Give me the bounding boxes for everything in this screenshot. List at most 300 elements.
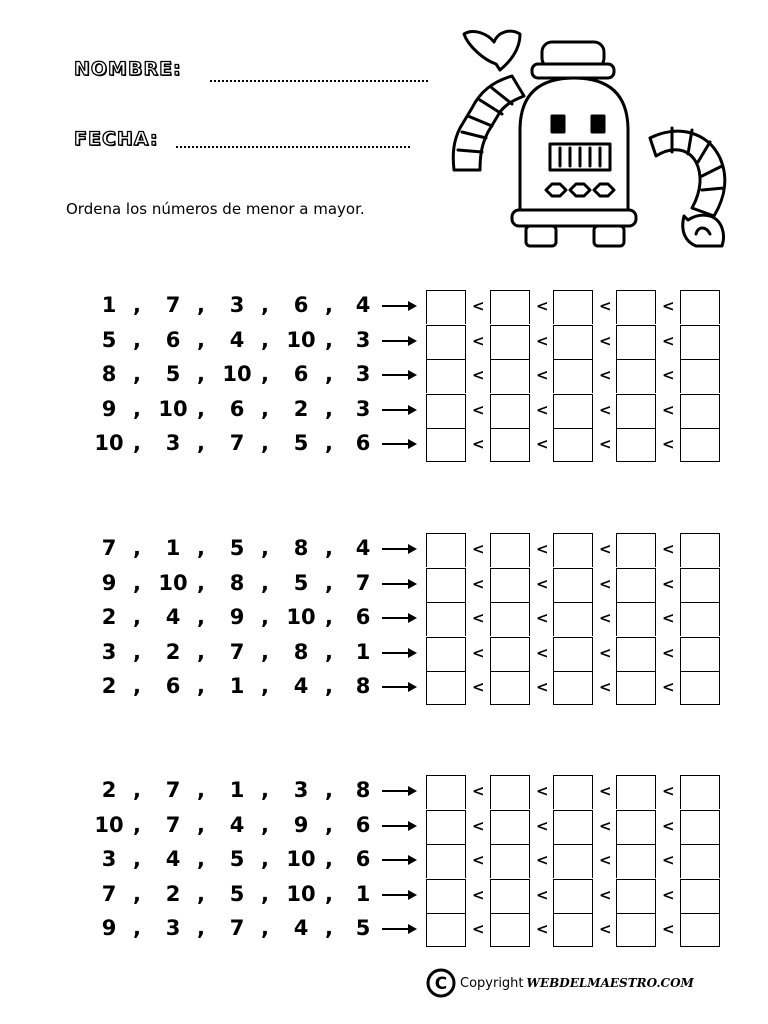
separator-comma: , [133, 396, 141, 421]
answer-box[interactable] [426, 394, 466, 428]
given-number: 3 [355, 327, 371, 352]
less-than-symbol: < [536, 816, 549, 835]
separator-comma: , [133, 812, 141, 837]
separator-comma: , [261, 847, 269, 871]
given-number: 4 [293, 916, 309, 940]
arrow-right-icon [382, 437, 418, 451]
less-than-symbol: < [662, 885, 675, 904]
less-than-symbol: < [536, 609, 549, 627]
given-number: 5 [355, 916, 371, 940]
exercise-row [92, 913, 732, 947]
answer-box[interactable] [490, 602, 530, 636]
separator-comma: , [261, 916, 269, 940]
answer-box[interactable] [616, 325, 656, 359]
separator-comma: , [197, 431, 205, 455]
given-number: 9 [101, 570, 117, 595]
less-than-symbol: < [472, 885, 485, 904]
less-than-symbol: < [472, 366, 485, 384]
name-label: NOMBRE: [74, 58, 182, 80]
answer-box[interactable] [616, 844, 656, 878]
arrow-right-icon [382, 403, 418, 417]
separator-comma: , [325, 327, 333, 352]
given-number: 3 [165, 916, 181, 940]
separator-comma: , [133, 570, 141, 595]
given-number: 1 [229, 778, 245, 802]
separator-comma: , [197, 362, 205, 386]
less-than-symbol: < [662, 851, 675, 869]
less-than-symbol: < [536, 540, 549, 558]
less-than-symbol: < [472, 609, 485, 627]
answer-box[interactable] [490, 325, 530, 359]
separator-comma: , [261, 362, 269, 386]
separator-comma: , [197, 570, 205, 595]
arrow-right-icon [382, 611, 418, 625]
answer-box[interactable] [553, 533, 593, 567]
answer-box[interactable] [616, 394, 656, 428]
less-than-symbol: < [662, 816, 675, 835]
given-number: 8 [355, 674, 371, 698]
answer-box[interactable] [616, 637, 656, 671]
arrow-right-icon [382, 853, 418, 867]
less-than-symbol: < [472, 816, 485, 835]
answer-box[interactable] [490, 637, 530, 671]
arrow-right-icon [382, 542, 418, 556]
exercise-row [92, 775, 732, 809]
given-number: 8 [293, 639, 309, 664]
separator-comma: , [197, 293, 205, 317]
less-than-symbol: < [599, 920, 612, 938]
answer-box[interactable] [426, 775, 466, 809]
answer-box[interactable] [680, 879, 720, 913]
answer-box[interactable] [490, 290, 530, 324]
less-than-symbol: < [536, 920, 549, 938]
separator-comma: , [325, 536, 333, 560]
answer-box[interactable] [553, 637, 593, 671]
less-than-symbol: < [662, 643, 675, 662]
answer-box[interactable] [490, 844, 530, 878]
given-number: 8 [293, 536, 309, 560]
given-number: 4 [355, 293, 371, 317]
answer-box[interactable] [616, 568, 656, 602]
separator-comma: , [261, 605, 269, 629]
answer-box[interactable] [680, 325, 720, 359]
answer-box[interactable] [553, 775, 593, 809]
separator-comma: , [261, 327, 269, 352]
given-number: 10 [286, 605, 316, 629]
arrow-right-icon [382, 299, 418, 313]
answer-box[interactable] [616, 602, 656, 636]
separator-comma: , [133, 916, 141, 940]
answer-box[interactable] [553, 602, 593, 636]
exercise-row [92, 290, 732, 324]
given-number: 5 [229, 536, 245, 560]
given-number: 7 [101, 536, 117, 560]
separator-comma: , [261, 536, 269, 560]
answer-box[interactable] [426, 533, 466, 567]
separator-comma: , [261, 778, 269, 802]
separator-comma: , [261, 881, 269, 906]
less-than-symbol: < [536, 297, 549, 315]
given-number: 3 [355, 396, 371, 421]
separator-comma: , [197, 847, 205, 871]
answer-box[interactable] [616, 359, 656, 393]
exercise-row [92, 671, 732, 705]
less-than-symbol: < [662, 920, 675, 938]
separator-comma: , [261, 639, 269, 664]
separator-comma: , [133, 536, 141, 560]
separator-comma: , [197, 778, 205, 802]
answer-box[interactable] [490, 428, 530, 462]
separator-comma: , [325, 674, 333, 698]
separator-comma: , [261, 812, 269, 837]
exercise-row [92, 810, 732, 844]
answer-box[interactable] [553, 290, 593, 324]
less-than-symbol: < [599, 851, 612, 869]
answer-box[interactable] [490, 879, 530, 913]
exercise-row [92, 568, 732, 602]
date-field[interactable] [176, 146, 410, 148]
exercise-row [92, 637, 732, 671]
answer-box[interactable] [616, 775, 656, 809]
answer-box[interactable] [616, 810, 656, 844]
separator-comma: , [133, 778, 141, 802]
arrow-right-icon [382, 646, 418, 660]
answer-box[interactable] [616, 913, 656, 947]
answer-box[interactable] [616, 879, 656, 913]
arrow-right-icon [382, 922, 418, 936]
answer-box[interactable] [553, 810, 593, 844]
less-than-symbol: < [472, 643, 485, 662]
answer-box[interactable] [490, 568, 530, 602]
given-number: 1 [165, 536, 181, 560]
answer-box[interactable] [490, 810, 530, 844]
given-number: 5 [101, 327, 117, 352]
separator-comma: , [325, 293, 333, 317]
less-than-symbol: < [599, 400, 612, 419]
given-number: 7 [229, 431, 245, 455]
less-than-symbol: < [662, 540, 675, 558]
given-number: 2 [293, 396, 309, 421]
given-number: 1 [101, 293, 117, 317]
answer-box[interactable] [426, 359, 466, 393]
answer-box[interactable] [426, 844, 466, 878]
given-number: 2 [165, 881, 181, 906]
less-than-symbol: < [599, 366, 612, 384]
given-number: 6 [165, 674, 181, 698]
given-number: 7 [101, 881, 117, 906]
exercise-row [92, 602, 732, 636]
answer-box[interactable] [426, 325, 466, 359]
given-number: 5 [229, 847, 245, 871]
given-number: 5 [229, 881, 245, 906]
arrow-right-icon [382, 784, 418, 798]
given-number: 9 [229, 605, 245, 629]
given-number: 1 [229, 674, 245, 698]
answer-box[interactable] [553, 394, 593, 428]
separator-comma: , [325, 605, 333, 629]
exercise-row [92, 844, 732, 878]
given-number: 9 [293, 812, 309, 837]
exercise-row [92, 879, 732, 913]
given-number: 6 [355, 812, 371, 837]
less-than-symbol: < [536, 885, 549, 904]
separator-comma: , [325, 639, 333, 664]
answer-box[interactable] [553, 671, 593, 705]
answer-box[interactable] [490, 671, 530, 705]
less-than-symbol: < [599, 885, 612, 904]
given-number: 6 [355, 605, 371, 629]
answer-box[interactable] [553, 913, 593, 947]
arrow-right-icon [382, 888, 418, 902]
given-number: 10 [286, 327, 316, 352]
given-number: 6 [165, 327, 181, 352]
separator-comma: , [133, 674, 141, 698]
answer-box[interactable] [426, 637, 466, 671]
name-field[interactable] [210, 80, 428, 82]
separator-comma: , [133, 847, 141, 871]
less-than-symbol: < [536, 435, 549, 453]
answer-box[interactable] [553, 879, 593, 913]
less-than-symbol: < [472, 435, 485, 453]
separator-comma: , [325, 431, 333, 455]
less-than-symbol: < [536, 400, 549, 419]
separator-comma: , [197, 536, 205, 560]
separator-comma: , [197, 812, 205, 837]
exercise-row [92, 325, 732, 359]
less-than-symbol: < [472, 540, 485, 558]
less-than-symbol: < [472, 920, 485, 938]
answer-box[interactable] [680, 533, 720, 567]
answer-box[interactable] [680, 913, 720, 947]
answer-box[interactable] [616, 428, 656, 462]
separator-comma: , [197, 639, 205, 664]
copyright-site: WEBDELMAESTRO.COM [526, 976, 694, 990]
answer-box[interactable] [490, 913, 530, 947]
answer-box[interactable] [490, 394, 530, 428]
answer-box[interactable] [680, 671, 720, 705]
less-than-symbol: < [472, 678, 485, 696]
instruction-text: Ordena los números de menor a mayor. [66, 200, 365, 218]
given-number: 10 [286, 847, 316, 871]
answer-box[interactable] [680, 359, 720, 393]
given-number: 4 [293, 674, 309, 698]
less-than-symbol: < [536, 782, 549, 800]
less-than-symbol: < [662, 678, 675, 696]
given-number: 10 [222, 362, 252, 386]
given-number: 6 [293, 362, 309, 386]
given-number: 10 [94, 431, 124, 455]
less-than-symbol: < [599, 331, 612, 350]
answer-box[interactable] [426, 810, 466, 844]
answer-box[interactable] [426, 568, 466, 602]
given-number: 10 [286, 881, 316, 906]
separator-comma: , [197, 674, 205, 698]
arrow-right-icon [382, 819, 418, 833]
less-than-symbol: < [472, 400, 485, 419]
answer-box[interactable] [553, 325, 593, 359]
separator-comma: , [197, 916, 205, 940]
answer-box[interactable] [680, 602, 720, 636]
separator-comma: , [261, 570, 269, 595]
answer-box[interactable] [680, 775, 720, 809]
answer-box[interactable] [426, 290, 466, 324]
less-than-symbol: < [536, 366, 549, 384]
given-number: 2 [165, 639, 181, 664]
less-than-symbol: < [662, 782, 675, 800]
given-number: 5 [293, 431, 309, 455]
exercise-row [92, 394, 732, 428]
given-number: 3 [165, 431, 181, 455]
exercise-row [92, 428, 732, 462]
answer-box[interactable] [680, 428, 720, 462]
less-than-symbol: < [472, 851, 485, 869]
separator-comma: , [325, 881, 333, 906]
given-number: 6 [355, 847, 371, 871]
less-than-symbol: < [599, 678, 612, 696]
answer-box[interactable] [426, 879, 466, 913]
less-than-symbol: < [599, 540, 612, 558]
separator-comma: , [325, 847, 333, 871]
date-label: FECHA: [74, 128, 159, 150]
less-than-symbol: < [472, 331, 485, 350]
given-number: 6 [229, 396, 245, 421]
answer-box[interactable] [553, 844, 593, 878]
given-number: 4 [165, 605, 181, 629]
less-than-symbol: < [536, 643, 549, 662]
separator-comma: , [133, 293, 141, 317]
given-number: 2 [101, 674, 117, 698]
separator-comma: , [197, 327, 205, 352]
less-than-symbol: < [599, 609, 612, 627]
answer-box[interactable] [680, 844, 720, 878]
given-number: 6 [293, 293, 309, 317]
given-number: 4 [229, 327, 245, 352]
less-than-symbol: < [472, 297, 485, 315]
separator-comma: , [325, 812, 333, 837]
less-than-symbol: < [662, 331, 675, 350]
given-number: 7 [165, 293, 181, 317]
less-than-symbol: < [599, 297, 612, 315]
given-number: 3 [101, 639, 117, 664]
given-number: 1 [355, 639, 371, 664]
less-than-symbol: < [662, 366, 675, 384]
separator-comma: , [133, 639, 141, 664]
answer-box[interactable] [490, 359, 530, 393]
given-number: 10 [158, 570, 188, 595]
separator-comma: , [325, 362, 333, 386]
copyright-icon [426, 968, 456, 998]
answer-box[interactable] [490, 533, 530, 567]
given-number: 5 [293, 570, 309, 595]
less-than-symbol: < [599, 643, 612, 662]
given-number: 7 [229, 639, 245, 664]
separator-comma: , [261, 396, 269, 421]
given-number: 8 [101, 362, 117, 386]
less-than-symbol: < [599, 574, 612, 593]
given-number: 2 [101, 605, 117, 629]
given-number: 8 [355, 778, 371, 802]
answer-box[interactable] [680, 290, 720, 324]
answer-box[interactable] [616, 671, 656, 705]
arrow-right-icon [382, 368, 418, 382]
given-number: 3 [229, 293, 245, 317]
less-than-symbol: < [536, 678, 549, 696]
answer-box[interactable] [680, 637, 720, 671]
robot-illustration [440, 20, 740, 260]
answer-box[interactable] [553, 359, 593, 393]
given-number: 4 [355, 536, 371, 560]
exercise-row [92, 533, 732, 567]
separator-comma: , [133, 605, 141, 629]
separator-comma: , [261, 431, 269, 455]
answer-box[interactable] [490, 775, 530, 809]
exercise-row [92, 359, 732, 393]
separator-comma: , [261, 674, 269, 698]
given-number: 6 [355, 431, 371, 455]
answer-box[interactable] [426, 428, 466, 462]
answer-box[interactable] [680, 810, 720, 844]
given-number: 10 [94, 812, 124, 837]
separator-comma: , [261, 293, 269, 317]
less-than-symbol: < [472, 574, 485, 593]
given-number: 7 [165, 812, 181, 837]
separator-comma: , [197, 881, 205, 906]
given-number: 4 [229, 812, 245, 837]
given-number: 8 [229, 570, 245, 595]
less-than-symbol: < [472, 782, 485, 800]
arrow-right-icon [382, 680, 418, 694]
answer-box[interactable] [426, 671, 466, 705]
answer-box[interactable] [616, 290, 656, 324]
given-number: 4 [165, 847, 181, 871]
given-number: 2 [101, 778, 117, 802]
answer-box[interactable] [553, 568, 593, 602]
answer-box[interactable] [680, 568, 720, 602]
answer-box[interactable] [680, 394, 720, 428]
separator-comma: , [133, 431, 141, 455]
less-than-symbol: < [536, 331, 549, 350]
answer-box[interactable] [616, 533, 656, 567]
given-number: 7 [229, 916, 245, 940]
answer-box[interactable] [553, 428, 593, 462]
given-number: 9 [101, 396, 117, 421]
answer-box[interactable] [426, 602, 466, 636]
less-than-symbol: < [662, 297, 675, 315]
given-number: 3 [355, 362, 371, 386]
given-number: 3 [293, 778, 309, 802]
less-than-symbol: < [536, 574, 549, 593]
given-number: 5 [165, 362, 181, 386]
less-than-symbol: < [662, 435, 675, 453]
separator-comma: , [325, 916, 333, 940]
copyright-text: Copyright [460, 975, 524, 991]
separator-comma: , [133, 881, 141, 906]
separator-comma: , [325, 570, 333, 595]
less-than-symbol: < [599, 816, 612, 835]
arrow-right-icon [382, 577, 418, 591]
answer-box[interactable] [426, 913, 466, 947]
given-number: 1 [355, 881, 371, 906]
less-than-symbol: < [599, 782, 612, 800]
given-number: 3 [101, 847, 117, 871]
separator-comma: , [197, 605, 205, 629]
separator-comma: , [325, 778, 333, 802]
separator-comma: , [197, 396, 205, 421]
copyright-symbol: C [434, 974, 448, 994]
arrow-right-icon [382, 334, 418, 348]
given-number: 9 [101, 916, 117, 940]
separator-comma: , [133, 362, 141, 386]
